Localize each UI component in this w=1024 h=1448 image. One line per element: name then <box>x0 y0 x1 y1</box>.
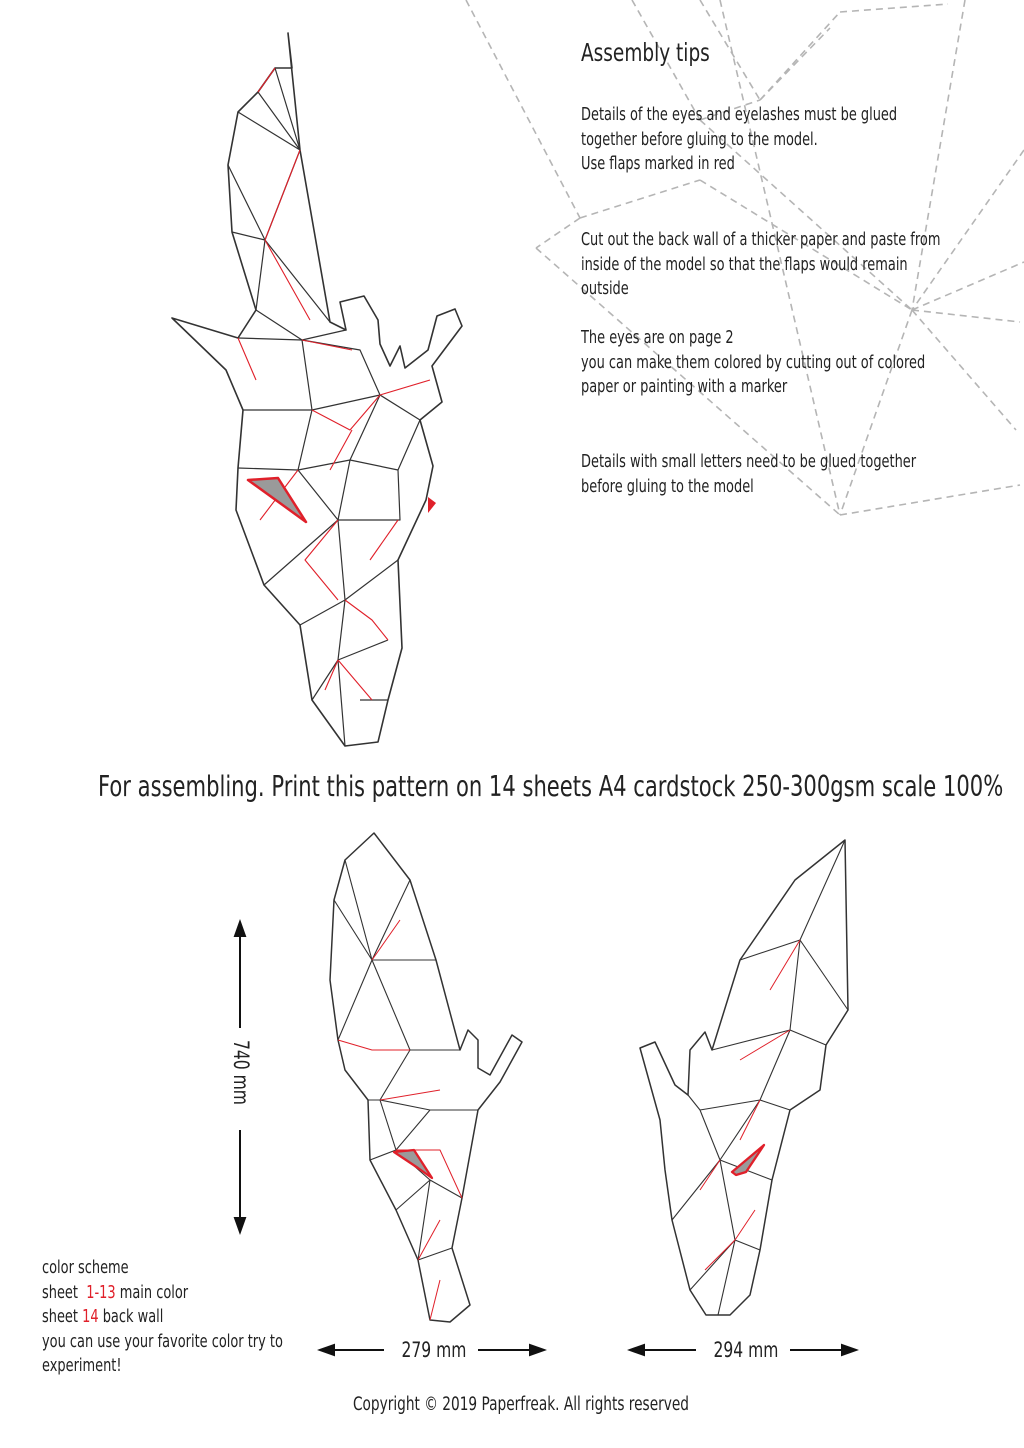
front-width-dimension-label: 279 mm <box>401 1338 467 1362</box>
giraffe-head-large <box>172 33 462 746</box>
tip-small-letters <box>581 450 916 499</box>
tip-line: Cut out the back wall of a thicker paper and paste from <box>581 230 941 250</box>
side-width-dimension-label: 294 mm <box>713 1338 779 1362</box>
tip-line: before gluing to the model <box>581 476 754 497</box>
copyright-notice: Copyright © 2019 Paperfreak. All rights reserved <box>353 1394 689 1415</box>
tip-back-wall <box>581 228 940 302</box>
sheet-word: sheet <box>42 1282 78 1303</box>
tip-line: you can make them colored by cutting out of colored <box>581 352 926 373</box>
tip-line: The eyes are on page 2 <box>581 328 734 348</box>
giraffe-head-side <box>640 840 848 1315</box>
tip-line: Details with small letters need to be glued together <box>581 452 917 472</box>
tip-eyes-page <box>581 326 925 400</box>
assembly-tips-title: Assembly tips <box>581 38 710 67</box>
color-scheme-note: you can use your favorite color try to <box>42 1331 283 1352</box>
giraffe-head-front <box>330 833 522 1322</box>
main-sheet-range: 1-13 <box>86 1282 116 1303</box>
tip-line: paper or painting with a marker <box>581 377 788 397</box>
tip-line: Details of the eyes and eyelashes must be glued <box>581 105 898 125</box>
tip-eyes-glue <box>581 103 897 177</box>
height-dimension-label: 740 mm <box>229 1040 253 1105</box>
dimension-arrows <box>235 922 856 1355</box>
color-scheme-main <box>42 1281 283 1306</box>
back-sheet-number: 14 <box>82 1307 99 1327</box>
tip-line: together before gluing to the model. <box>581 129 818 150</box>
color-scheme-note: experiment! <box>42 1356 122 1376</box>
tip-line: Use flaps marked in red <box>581 154 735 174</box>
color-scheme <box>42 1256 283 1379</box>
back-wall-label: back wall <box>102 1307 164 1327</box>
tip-line: outside <box>581 279 629 299</box>
print-instructions-heading: For assembling. Print this pattern on 14 sheets A4 cardstock 250-300gsm scale 100% <box>98 770 1004 803</box>
color-scheme-title: color scheme <box>42 1258 129 1278</box>
color-scheme-back <box>42 1305 283 1330</box>
main-color-label: main color <box>119 1282 189 1303</box>
tip-line: inside of the model so that the flaps would remain <box>581 254 908 275</box>
sheet-word: sheet <box>42 1307 78 1327</box>
